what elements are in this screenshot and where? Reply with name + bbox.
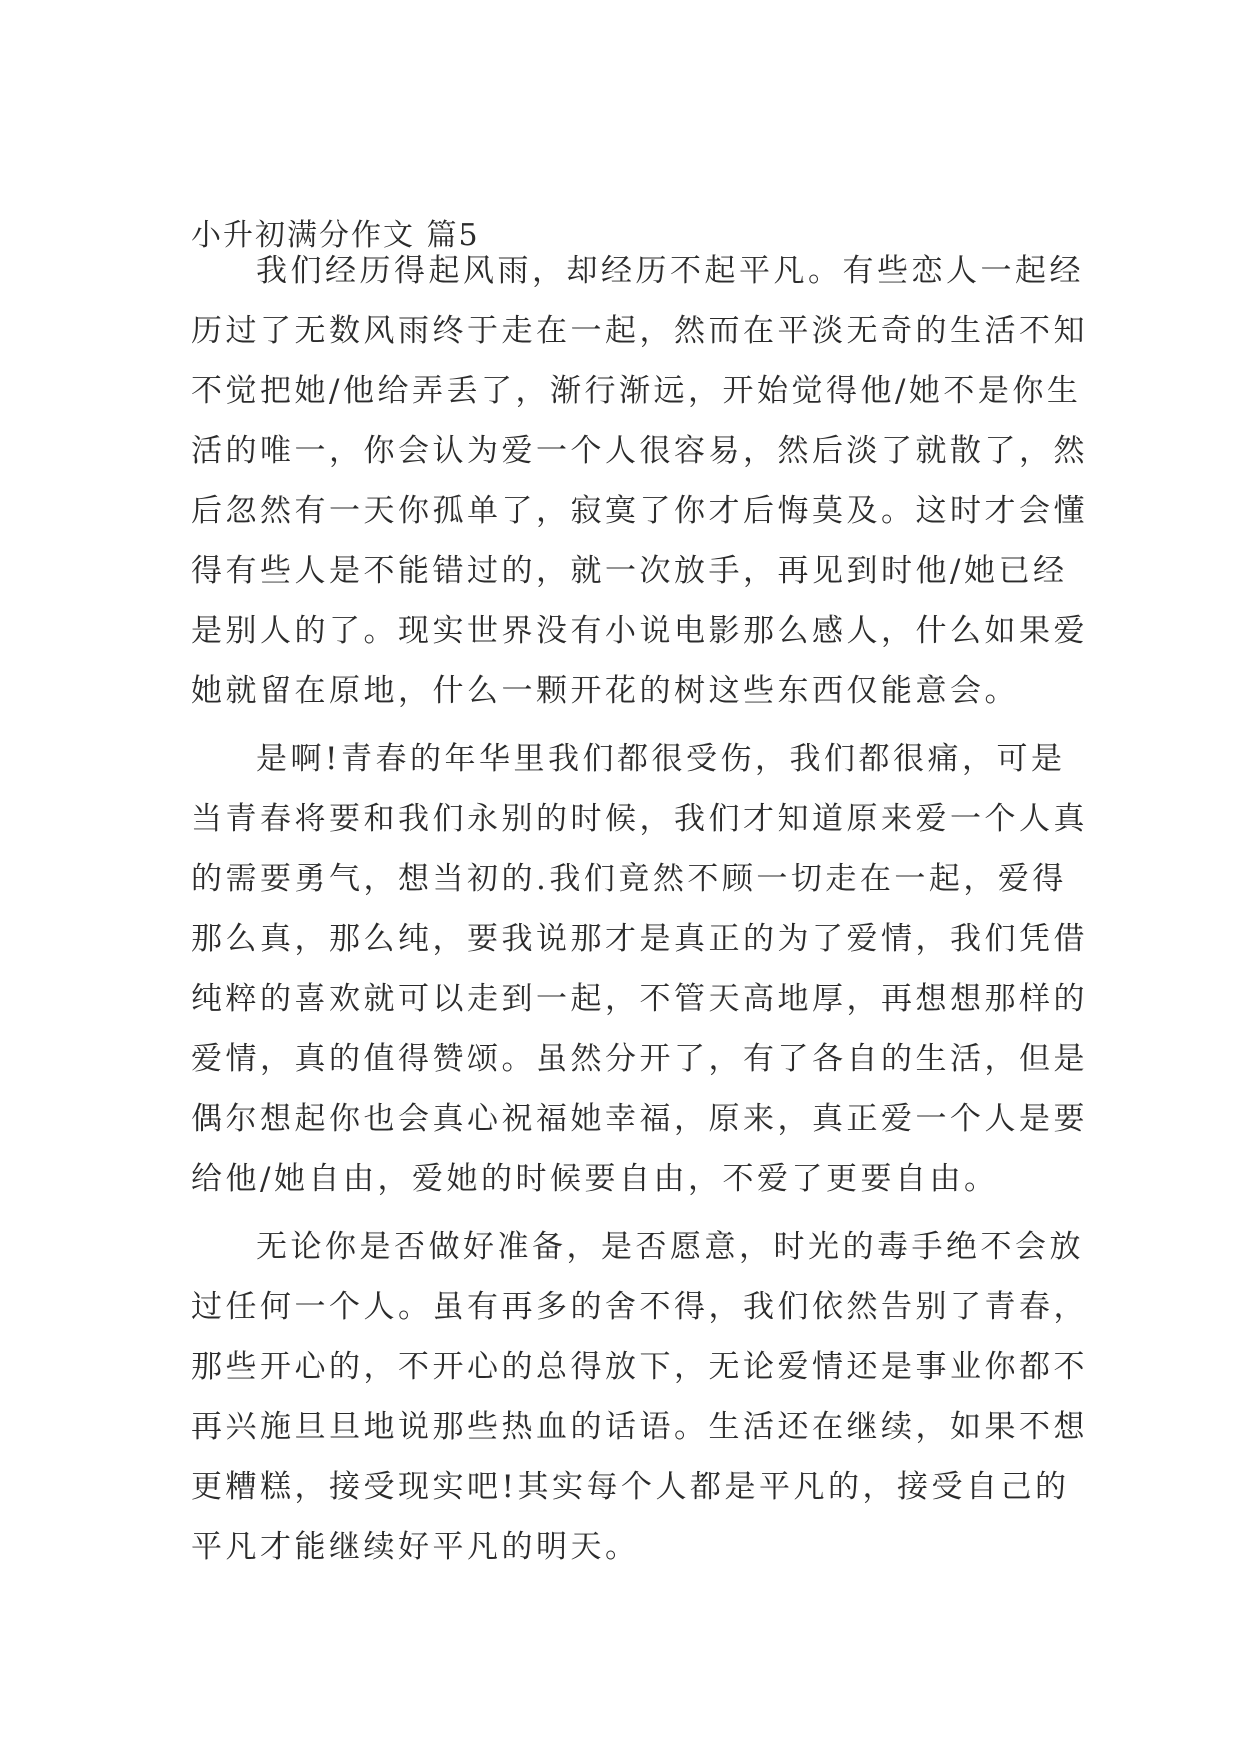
paragraph-1-line-7: 是别人的了。现实世界没有小说电影那么感人，什么如果爱 xyxy=(191,613,1088,649)
paragraph-2-line-1: 是啊!青春的年华里我们都很受伤，我们都很痛，可是 xyxy=(256,741,1066,777)
paragraph-2-line-8: 给他/她自由，爱她的时候要自由，不爱了更要自由。 xyxy=(191,1161,999,1197)
document-title: 小升初满分作文 篇5 xyxy=(191,218,480,253)
paragraph-2-line-6: 爱情，真的值得赞颂。虽然分开了，有了各自的生活，但是 xyxy=(191,1041,1088,1077)
paragraph-2-line-2: 当青春将要和我们永别的时候，我们才知道原来爱一个人真 xyxy=(191,801,1088,837)
paragraph-1-line-6: 得有些人是不能错过的，就一次放手，再见到时他/她已经 xyxy=(191,553,1068,589)
paragraph-1-line-1: 我们经历得起风雨，却经历不起平凡。有些恋人一起经 xyxy=(256,253,1084,289)
paragraph-3-line-2: 过任何一个人。虽有再多的舍不得，我们依然告别了青春， xyxy=(191,1289,1088,1325)
paragraph-1-line-8: 她就留在原地，什么一颗开花的树这些东西仅能意会。 xyxy=(191,673,1019,709)
paragraph-3-line-1: 无论你是否做好准备，是否愿意，时光的毒手绝不会放 xyxy=(256,1229,1084,1265)
paragraph-3-line-4: 再兴施旦旦地说那些热血的话语。生活还在继续，如果不想 xyxy=(191,1409,1088,1445)
paragraph-2-line-5: 纯粹的喜欢就可以走到一起，不管天高地厚，再想想那样的 xyxy=(191,981,1088,1017)
paragraph-1-line-5: 后忽然有一天你孤单了，寂寞了你才后悔莫及。这时才会懂 xyxy=(191,493,1088,529)
paragraph-2-line-4: 那么真，那么纯，要我说那才是真正的为了爱情，我们凭借 xyxy=(191,921,1088,957)
paragraph-1-line-4: 活的唯一，你会认为爱一个人很容易，然后淡了就散了，然 xyxy=(191,433,1088,469)
paragraph-1-line-3: 不觉把她/他给弄丢了，渐行渐远，开始觉得他/她不是你生 xyxy=(191,373,1082,409)
paragraph-2-line-3: 的需要勇气，想当初的.我们竟然不顾一切走在一起，爱得 xyxy=(191,861,1067,897)
paragraph-3-line-6: 平凡才能继续好平凡的明天。 xyxy=(191,1529,640,1565)
paragraph-3-line-3: 那些开心的，不开心的总得放下，无论爱情还是事业你都不 xyxy=(191,1349,1088,1385)
paragraph-3-line-5: 更糟糕，接受现实吧!其实每个人都是平凡的，接受自己的 xyxy=(191,1469,1070,1505)
paragraph-2-line-7: 偶尔想起你也会真心祝福她幸福，原来，真正爱一个人是要 xyxy=(191,1101,1088,1137)
paragraph-1-line-2: 历过了无数风雨终于走在一起，然而在平淡无奇的生活不知 xyxy=(191,313,1088,349)
